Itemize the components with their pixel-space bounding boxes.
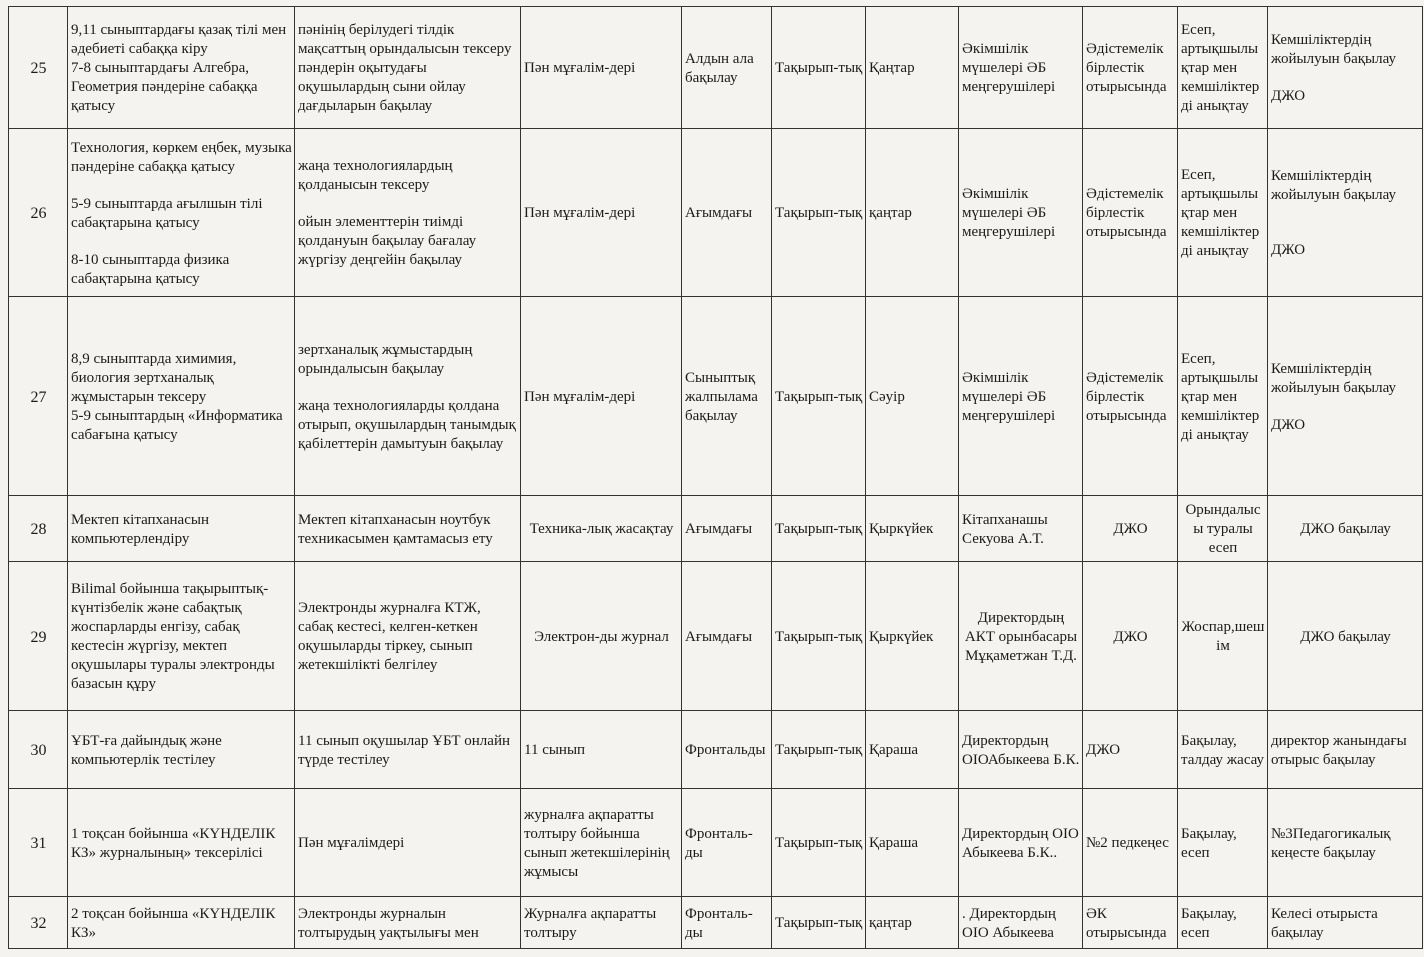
cell-c4: Фронтальды (682, 711, 772, 789)
cell-paragraph: Мектеп кітапханасын ноутбук техникасымен қамтамасыз ету (298, 511, 493, 547)
cell-c7: Әкімшілік мүшелері ӘБ меңгерушілері (959, 7, 1083, 129)
cell-c1 (68, 496, 295, 562)
cell-paragraph: Электронды журналға КТЖ, сабақ кестесі, келген-кеткен оқушыларды тіркеу, сынып жетекшілікті белгілеу (298, 600, 481, 673)
cell-c8: Әдістемелік бірлестік отырысында (1083, 297, 1178, 496)
cell-paragraph: 11 сынып оқушылар ҰБТ онлайн түрде тестілеу (298, 732, 511, 768)
cell-c8: ӘК отырысында (1083, 897, 1178, 949)
cell-c5: Тақырып-тық (772, 297, 866, 496)
cell-c10 (1268, 129, 1423, 297)
plan-table (8, 6, 1423, 949)
table-row (9, 496, 1423, 562)
table-row (9, 711, 1423, 789)
cell-c10 (1268, 789, 1423, 897)
cell-paragraph: Bilimal бойынша тақырыптық-күнтізбелік және сабақтық жоспарларды енгізу, сабақ кестесін жүргізу, мектеп оқушылары туралы электронды базасын құру (71, 581, 275, 692)
cell-c10 (1268, 562, 1423, 711)
cell-paragraph: 8,9 сыныптарда химимия, биология зертханалық жұмыстарын тексеру (71, 350, 237, 405)
cell-c3: журналға ақпаратты толтыру бойынша сынып жетекшілерінің жұмысы (521, 789, 682, 897)
cell-c7: . Директордың ОІО Абыкеева (959, 897, 1083, 949)
cell-c6: Қараша (866, 789, 959, 897)
cell-c3: Пән мұғалім-дері (521, 129, 682, 297)
cell-c8: №2 педкеңес (1083, 789, 1178, 897)
cell-c1 (68, 129, 295, 297)
cell-c2 (295, 496, 521, 562)
cell-c5: Тақырып-тық (772, 7, 866, 129)
cell-c2 (295, 297, 521, 496)
table-row (9, 897, 1423, 949)
table-row (9, 562, 1423, 711)
cell-paragraph: ДЖО бақылау (1300, 521, 1391, 537)
cell-paragraph: ДЖО (1271, 416, 1306, 433)
cell-c9: Жоспар,шешім (1178, 562, 1268, 711)
cell-paragraph: зертханалық жұмыстардың орындалысын бақылау (298, 341, 473, 377)
cell-c9: Есеп, артықшылықтар мен кемшіліктерді анықтау (1178, 7, 1268, 129)
row-number: 28 (9, 496, 68, 562)
cell-c8: Әдістемелік бірлестік отырысында (1083, 129, 1178, 297)
cell-paragraph: жаңа технологияларды қолдана отырып, оқушылардың танымдық қабілеттерін дамытуын бақылау (298, 397, 516, 452)
cell-paragraph: Кемшіліктердің жойылуын бақылау (1271, 360, 1396, 396)
cell-c6: қаңтар (866, 129, 959, 297)
cell-c3: Техника-лық жасақтау (521, 496, 682, 562)
cell-paragraph: Келесі отырыста бақылау (1271, 905, 1378, 941)
cell-paragraph: Кемшіліктердің жойылуын бақылау (1271, 32, 1396, 67)
cell-c3: 11 сынып (521, 711, 682, 789)
cell-paragraph: Пән мұғалімдері (298, 835, 405, 851)
cell-c8: ДЖО (1083, 496, 1178, 562)
cell-c4: Ағымдағы (682, 496, 772, 562)
cell-c10 (1268, 297, 1423, 496)
row-number: 26 (9, 129, 68, 297)
cell-c6: Қаңтар (866, 7, 959, 129)
cell-c1 (68, 7, 295, 129)
cell-c9: Бақылау, есеп (1178, 789, 1268, 897)
cell-c9: Орындалысы туралы есеп (1178, 496, 1268, 562)
cell-c3: Пән мұғалім-дері (521, 297, 682, 496)
cell-c2 (295, 711, 521, 789)
cell-c3: Журналға ақпаратты толтыру (521, 897, 682, 949)
row-number: 32 (9, 897, 68, 949)
row-number: 25 (9, 7, 68, 129)
cell-paragraph: 5-9 сыныптардың «Информатика сабағына қатысу (71, 407, 283, 443)
cell-c1 (68, 897, 295, 949)
cell-c3: Пән мұғалім-дері (521, 7, 682, 129)
cell-c2 (295, 129, 521, 297)
cell-c4: Сыныптық жалпылама бақылау (682, 297, 772, 496)
cell-c2 (295, 7, 521, 129)
cell-paragraph: жаңа технологиялардың қолданысын тексеру (298, 158, 453, 193)
cell-paragraph: 5-9 сыныптарда ағылшын тілі сабақтарына қатысу (71, 195, 263, 231)
cell-c4: Ағымдағы (682, 129, 772, 297)
cell-c3: Электрон-ды журнал (521, 562, 682, 711)
cell-c5: Тақырып-тық (772, 496, 866, 562)
cell-paragraph: Электронды журналын толтырудың уақтылығы мен (298, 905, 479, 941)
cell-paragraph: ДЖО бақылау (1300, 628, 1391, 645)
cell-c1 (68, 789, 295, 897)
cell-c2 (295, 897, 521, 949)
cell-c8: ДЖО (1083, 711, 1178, 789)
row-number: 30 (9, 711, 68, 789)
cell-c8: Әдістемелік бірлестік отырысында (1083, 7, 1178, 129)
cell-c4: Фронталь-ды (682, 789, 772, 897)
cell-paragraph: Технология, көркем еңбек, музыка пәндеріне сабаққа қатысу (71, 139, 292, 175)
cell-paragraph: ДЖО (1271, 88, 1306, 104)
cell-c9: Бақылау, талдау жасау (1178, 711, 1268, 789)
cell-c7: Директордың ОІО Абыкеева Б.К.. (959, 789, 1083, 897)
table-row (9, 129, 1423, 297)
cell-paragraph: директор жанындағы отырыс бақылау (1271, 732, 1407, 768)
cell-c1 (68, 297, 295, 496)
cell-c10 (1268, 897, 1423, 949)
cell-c6: Қыркүйек (866, 562, 959, 711)
cell-c2 (295, 562, 521, 711)
row-number: 27 (9, 297, 68, 496)
cell-c5: Тақырып-тық (772, 789, 866, 897)
table-row (9, 789, 1423, 897)
cell-c7: Әкімшілік мүшелері ӘБ меңгерушілері (959, 129, 1083, 297)
cell-paragraph: 7-8 сыныптардағы Алгебра, Геометрия пәндеріне сабаққа қатысу (71, 60, 258, 114)
cell-c7: Кітапханашы Секуова А.Т. (959, 496, 1083, 562)
cell-paragraph: ДЖО (1271, 242, 1306, 258)
cell-c5: Тақырып-тық (772, 897, 866, 949)
cell-c1 (68, 711, 295, 789)
cell-c1 (68, 562, 295, 711)
cell-c10 (1268, 711, 1423, 789)
cell-paragraph: ҰБТ-ға дайындық және компьютерлік тестілеу (71, 732, 222, 768)
cell-paragraph: Кемшіліктердің жойылуын бақылау (1271, 168, 1396, 203)
cell-c9: Бақылау, есеп (1178, 897, 1268, 949)
cell-paragraph: пәнінің берілудегі тілдік мақсаттың орындалысын тексеру пәндерін оқытудағы оқушылардың сыни ойлау дағдыларын бақылау (298, 22, 512, 114)
cell-paragraph: №3Педагогикалық кеңесте бақылау (1271, 825, 1391, 861)
table-row (9, 297, 1423, 496)
cell-paragraph: ойын элементтерін тиімді қолдануын бақылау бағалау жүргізу деңгейін бақылау (298, 214, 477, 268)
cell-c4: Фронталь-ды (682, 897, 772, 949)
cell-c5: Тақырып-тық (772, 711, 866, 789)
cell-c6: Қыркүйек (866, 496, 959, 562)
cell-paragraph: 8-10 сыныптарда физика сабақтарына қатысу (71, 251, 230, 287)
cell-c4: Ағымдағы (682, 562, 772, 711)
cell-c6: Қараша (866, 711, 959, 789)
cell-paragraph: Мектеп кітапханасын компьютерлендіру (71, 511, 209, 547)
cell-c9: Есеп, артықшылықтар мен кемшіліктерді анықтау (1178, 297, 1268, 496)
cell-c5: Тақырып-тық (772, 129, 866, 297)
row-number: 29 (9, 562, 68, 711)
cell-paragraph: 1 тоқсан бойынша «КҮНДЕЛІК КЗ» журналының» тексерілісі (71, 825, 276, 861)
cell-c7: Директордың ОІОАбыкеева Б.К. (959, 711, 1083, 789)
cell-c4: Алдын ала бақылау (682, 7, 772, 129)
cell-c10 (1268, 7, 1423, 129)
cell-c7: Директордың АКТ орынбасары Мұқаметжан Т.Д. (959, 562, 1083, 711)
cell-c8: ДЖО (1083, 562, 1178, 711)
cell-c5: Тақырып-тық (772, 562, 866, 711)
cell-c6: Сәуір (866, 297, 959, 496)
cell-c2 (295, 789, 521, 897)
cell-paragraph: 9,11 сыныптардағы қазақ тілі мен әдебиеті сабаққа кіру (71, 22, 287, 57)
cell-paragraph: 2 тоқсан бойынша «КҮНДЕЛІК КЗ» (71, 905, 276, 941)
cell-c7: Әкімшілік мүшелері ӘБ меңгерушілері (959, 297, 1083, 496)
cell-c6: қаңтар (866, 897, 959, 949)
document-page (8, 6, 1422, 949)
row-number: 31 (9, 789, 68, 897)
cell-c10 (1268, 496, 1423, 562)
cell-c9: Есеп, артықшылықтар мен кемшіліктерді анықтау (1178, 129, 1268, 297)
table-row (9, 7, 1423, 129)
